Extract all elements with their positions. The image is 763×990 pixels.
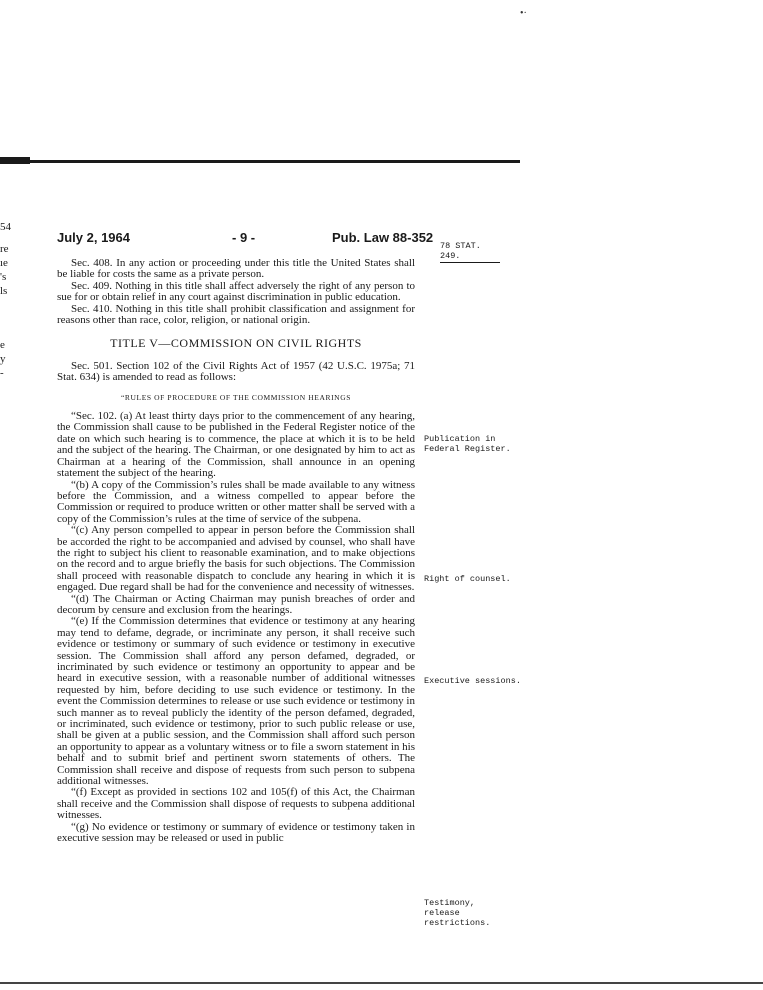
margin-note-executive: Executive sessions. bbox=[424, 676, 521, 686]
subsection-a: “Sec. 102. (a) At least thirty days prior to the commencement of any hearing, the Commission shall cause to be published in the Federal Register notice of the date on which such hearing is to commence, the place at which it is to be held and the subject of the hearing. The Chairman, or one designated by him to act as Chairman at a hearing of the Commission, shall announce in an opening statement the subject of the hearing. bbox=[57, 410, 415, 480]
subsection-g: “(g) No evidence or testimony or summary of evidence or testimony taken in executive session may be released or used in public bbox=[57, 820, 415, 845]
edge-fragment: ıe bbox=[0, 257, 8, 269]
edge-fragment: y bbox=[0, 353, 6, 365]
subsection-f: “(f) Except as provided in sections 102 and 105(f) of this Act, the Chairman shall receive and the Commission shall dispose of requests to subpena additional witnesses. bbox=[57, 786, 415, 822]
facing-page-edge bbox=[0, 220, 14, 380]
margin-note-counsel: Right of counsel. bbox=[424, 574, 511, 584]
margin-note-publication: Publication in Federal Register. bbox=[424, 434, 511, 454]
scan-speck: •· bbox=[520, 8, 527, 19]
subsection-e: “(e) If the Commission determines that evidence or testimony at any hearing may tend to defame, degrade, or incriminate any person, it shall receive such evidence or testimony or summary of such evidence or testimony in executive session. The Commission shall afford any person defamed, degraded, or incriminated by such evidence or testimony an opportunity to appear and be heard in executive session, with a reasonable number of additional witnesses requested by him, before deciding to use such evidence or testimony. In the event the Commission determines to release or use such evidence or testimony in such manner as to reveal publicly the identity of the person defamed, degraded, or incriminated, such evidence or testimony, prior to such public release or use, shall be given at a public session, and the Commission shall afford such person an opportunity to appear as a voluntary witness or to file a sworn statement in his behalf and to submit brief and pertinent sworn statements of others. The Commission shall receive and dispose of requests from such person to subpena additional witnesses. bbox=[57, 615, 415, 788]
title-v-heading: TITLE V—COMMISSION ON CIVIL RIGHTS bbox=[110, 336, 362, 351]
subsection-b: “(b) A copy of the Commission’s rules shall be made available to any witness before the Commission, and a witness compelled to appear before the Commission or required to produce written or other matter shall be served with a copy of the Commission’s rules at the time of service of the subpena. bbox=[57, 478, 415, 525]
edge-fragment: ls bbox=[0, 285, 8, 297]
subsection-c: “(c) Any person compelled to appear in person before the Commission shall be accorded the right to be accompanied and advised by counsel, who shall have the right to subject his client to reasonable examination, and to make objections on the record and to argue briefly the basis for such objections. The Commission shall proceed with reasonable dispatch to conclude any hearing in which it is engaged. Due regard shall be had for the convenience and necessity of witnesses. bbox=[57, 524, 415, 594]
header-page-number: - 9 - bbox=[232, 230, 256, 245]
header-date: July 2, 1964 bbox=[57, 230, 130, 245]
edge-fragment: re bbox=[0, 243, 9, 255]
header-public-law: Pub. Law 88-352 bbox=[332, 230, 434, 245]
section-408: Sec. 408. In any action or proceeding under this title the United States shall be liable for costs the same as a private person. bbox=[57, 257, 415, 281]
edge-fragment: - bbox=[0, 367, 4, 379]
edge-fragment: 54 bbox=[0, 221, 11, 233]
margin-note-testimony: Testimony, release restrictions. bbox=[424, 898, 491, 928]
statute-citation: 78 STAT. 249. bbox=[440, 241, 500, 263]
rules-subheading: “RULES OF PROCEDURE OF THE COMMISSION HEARINGS bbox=[121, 392, 351, 402]
section-409: Sec. 409. Nothing in this title shall affect adversely the right of any person to sue for or obtain relief in any court against discrimination in public education. bbox=[57, 279, 415, 304]
edge-fragment: 's bbox=[0, 271, 7, 283]
document-body bbox=[57, 258, 415, 845]
edge-fragment: e bbox=[0, 339, 5, 351]
section-501: Sec. 501. Section 102 of the Civil Rights Act of 1957 (42 U.S.C. 1975a; 71 Stat. 634) is amended to read as follows: bbox=[57, 359, 415, 384]
top-rule bbox=[0, 160, 520, 163]
section-410: Sec. 410. Nothing in this title shall prohibit classification and assignment for reasons other than race, color, religion, or national origin. bbox=[57, 302, 415, 327]
subsection-d: “(d) The Chairman or Acting Chairman may punish breaches of order and decorum by censure and exclusion from the hearings. bbox=[57, 592, 415, 616]
bottom-rule bbox=[0, 982, 763, 984]
